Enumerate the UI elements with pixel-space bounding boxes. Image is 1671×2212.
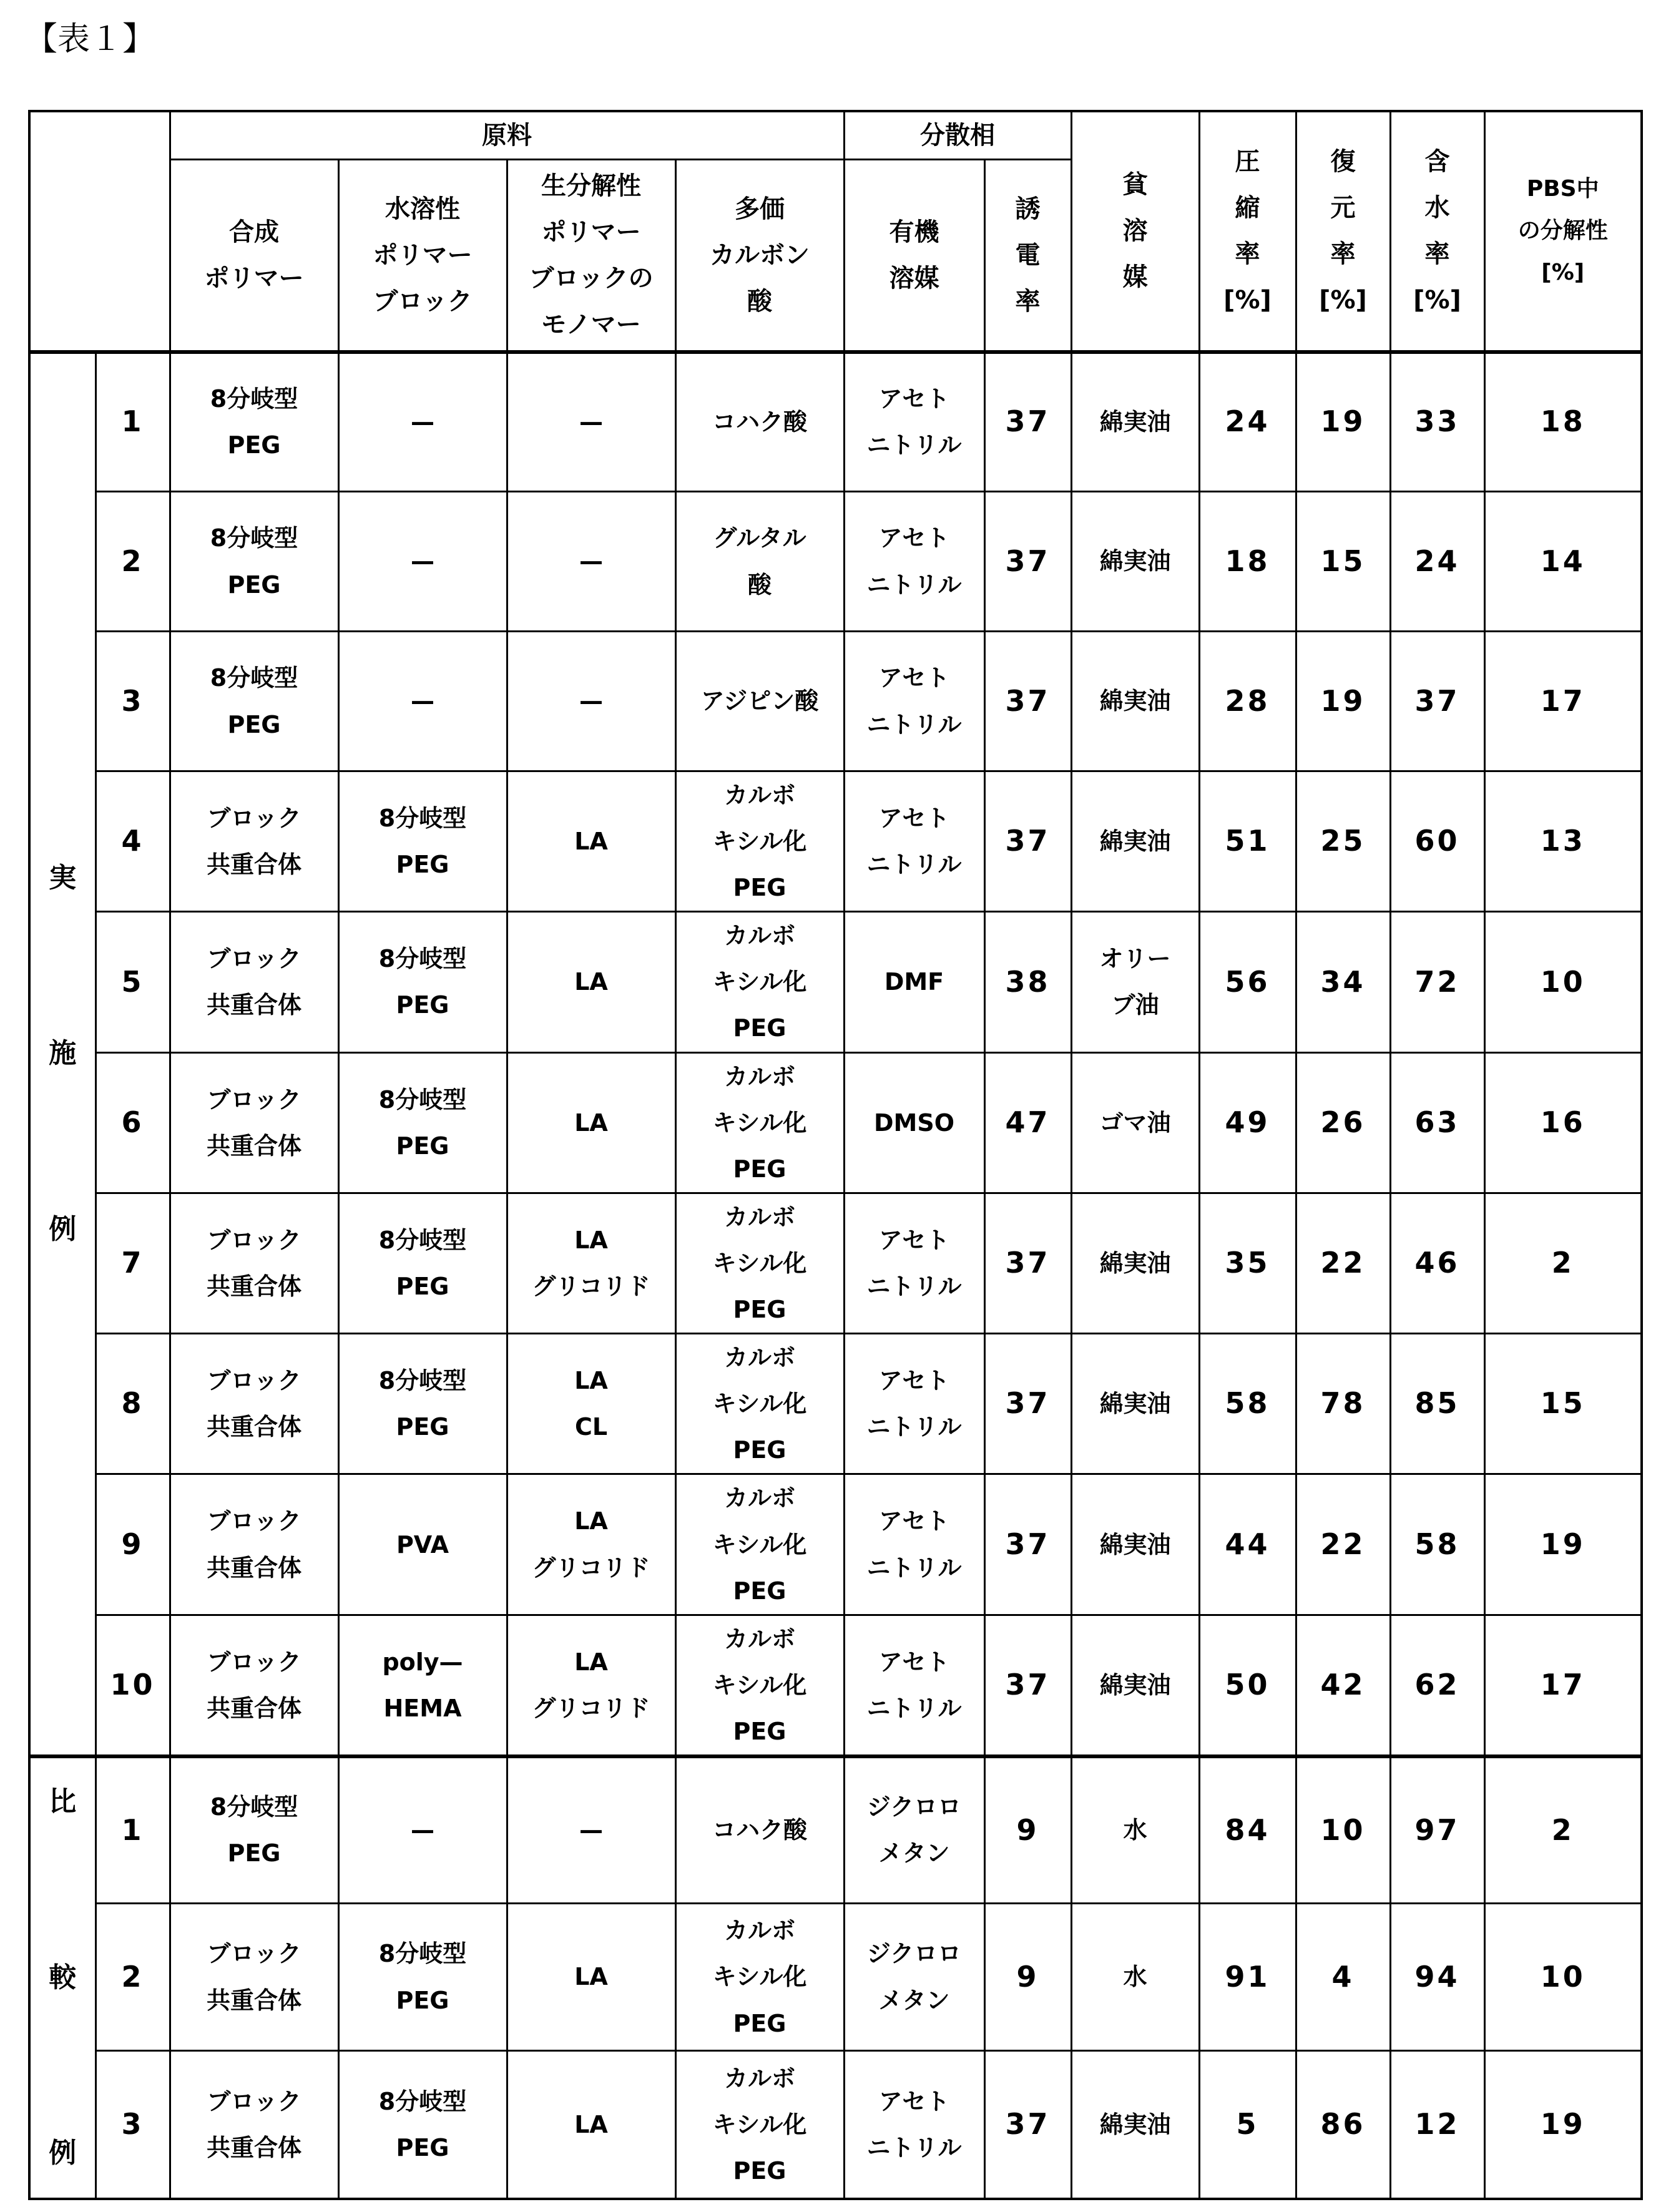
cell-compression-rate: 35 xyxy=(1199,1193,1296,1333)
cell-polycarboxylic-acid: カルボ キシル化 PEG xyxy=(675,2051,844,2199)
cell-example-number: 6 xyxy=(96,1052,170,1193)
cell-water-content: 85 xyxy=(1390,1334,1484,1474)
cell-synthetic-polymer: ブロック 共重合体 xyxy=(170,1474,338,1615)
cell-pbs-degradability: 15 xyxy=(1484,1334,1642,1474)
table-row xyxy=(29,492,1642,632)
cell-water-content: 46 xyxy=(1390,1193,1484,1333)
cell-monomer: LA CL xyxy=(507,1334,675,1474)
cell-synthetic-polymer: ブロック 共重合体 xyxy=(170,1903,338,2051)
cell-monomer: — xyxy=(507,632,675,771)
cell-recovery-rate: 22 xyxy=(1296,1474,1390,1615)
cell-monomer: LA グリコリド xyxy=(507,1474,675,1615)
cell-polycarboxylic-acid: アジピン酸 xyxy=(675,632,844,771)
cell-dielectric-constant: 47 xyxy=(984,1052,1071,1193)
table-row xyxy=(29,1615,1642,1756)
cell-monomer: LA xyxy=(507,1052,675,1193)
cell-synthetic-polymer: ブロック 共重合体 xyxy=(170,1334,338,1474)
cell-polycarboxylic-acid: カルボ キシル化 PEG xyxy=(675,1334,844,1474)
cell-synthetic-polymer: ブロック 共重合体 xyxy=(170,2051,338,2199)
cell-poor-solvent: 綿実油 xyxy=(1071,1615,1199,1756)
table-row xyxy=(29,1052,1642,1193)
header-synthetic-polymer: 合成 ポリマー xyxy=(170,160,338,352)
cell-example-number: 7 xyxy=(96,1193,170,1333)
group-label: 実 施 例 xyxy=(29,352,96,1756)
cell-compression-rate: 58 xyxy=(1199,1334,1296,1474)
cell-pbs-degradability: 10 xyxy=(1484,1903,1642,2051)
cell-monomer: — xyxy=(507,1756,675,1903)
table-row xyxy=(29,1334,1642,1474)
cell-example-number: 5 xyxy=(96,912,170,1052)
cell-water-soluble-block: 8分岐型 PEG xyxy=(338,1903,507,2051)
header-poor-solvent: 貧 溶 媒 xyxy=(1071,111,1199,352)
cell-pbs-degradability: 16 xyxy=(1484,1052,1642,1193)
cell-example-number: 4 xyxy=(96,771,170,912)
cell-water-soluble-block: — xyxy=(338,352,507,492)
header-raw-materials: 原料 xyxy=(170,111,844,160)
cell-compression-rate: 84 xyxy=(1199,1756,1296,1903)
cell-water-soluble-block: PVA xyxy=(338,1474,507,1615)
cell-pbs-degradability: 19 xyxy=(1484,2051,1642,2199)
cell-recovery-rate: 15 xyxy=(1296,492,1390,632)
cell-compression-rate: 50 xyxy=(1199,1615,1296,1756)
cell-compression-rate: 24 xyxy=(1199,352,1296,492)
cell-dielectric-constant: 37 xyxy=(984,1334,1071,1474)
cell-dielectric-constant: 9 xyxy=(984,1903,1071,2051)
cell-organic-solvent: アセト ニトリル xyxy=(844,352,984,492)
cell-poor-solvent: 綿実油 xyxy=(1071,352,1199,492)
cell-monomer: LA グリコリド xyxy=(507,1193,675,1333)
results-table xyxy=(28,110,1643,2200)
cell-recovery-rate: 86 xyxy=(1296,2051,1390,2199)
cell-dielectric-constant: 37 xyxy=(984,2051,1071,2199)
cell-synthetic-polymer: 8分岐型 PEG xyxy=(170,632,338,771)
cell-synthetic-polymer: ブロック 共重合体 xyxy=(170,1615,338,1756)
cell-monomer: LA xyxy=(507,771,675,912)
cell-recovery-rate: 26 xyxy=(1296,1052,1390,1193)
group-label: 比 較 例 xyxy=(29,1756,96,2199)
cell-organic-solvent: DMSO xyxy=(844,1052,984,1193)
table-row xyxy=(29,632,1642,771)
cell-water-content: 60 xyxy=(1390,771,1484,912)
cell-water-soluble-block: 8分岐型 PEG xyxy=(338,912,507,1052)
cell-compression-rate: 56 xyxy=(1199,912,1296,1052)
cell-poor-solvent: 水 xyxy=(1071,1903,1199,2051)
cell-recovery-rate: 25 xyxy=(1296,771,1390,912)
cell-water-soluble-block: 8分岐型 PEG xyxy=(338,1193,507,1333)
cell-water-content: 37 xyxy=(1390,632,1484,771)
cell-water-soluble-block: 8分岐型 PEG xyxy=(338,2051,507,2199)
cell-pbs-degradability: 17 xyxy=(1484,1615,1642,1756)
cell-pbs-degradability: 10 xyxy=(1484,912,1642,1052)
header-recovery-rate: 復 元 率 [%] xyxy=(1296,111,1390,352)
cell-polycarboxylic-acid: カルボ キシル化 PEG xyxy=(675,771,844,912)
cell-compression-rate: 28 xyxy=(1199,632,1296,771)
cell-monomer: LA xyxy=(507,2051,675,2199)
header-water-content: 含 水 率 [%] xyxy=(1390,111,1484,352)
cell-organic-solvent: アセト ニトリル xyxy=(844,1615,984,1756)
cell-synthetic-polymer: ブロック 共重合体 xyxy=(170,771,338,912)
cell-water-soluble-block: poly— HEMA xyxy=(338,1615,507,1756)
cell-water-content: 24 xyxy=(1390,492,1484,632)
cell-organic-solvent: アセト ニトリル xyxy=(844,771,984,912)
table-row xyxy=(29,1193,1642,1333)
cell-synthetic-polymer: 8分岐型 PEG xyxy=(170,352,338,492)
cell-organic-solvent: アセト ニトリル xyxy=(844,492,984,632)
header-polycarboxylic-acid: 多価 カルボン 酸 xyxy=(675,160,844,352)
cell-compression-rate: 91 xyxy=(1199,1903,1296,2051)
cell-pbs-degradability: 13 xyxy=(1484,771,1642,912)
cell-pbs-degradability: 19 xyxy=(1484,1474,1642,1615)
cell-dielectric-constant: 37 xyxy=(984,1474,1071,1615)
cell-poor-solvent: 綿実油 xyxy=(1071,632,1199,771)
cell-organic-solvent: アセト ニトリル xyxy=(844,1193,984,1333)
cell-compression-rate: 51 xyxy=(1199,771,1296,912)
cell-dielectric-constant: 37 xyxy=(984,492,1071,632)
cell-compression-rate: 49 xyxy=(1199,1052,1296,1193)
cell-monomer: — xyxy=(507,492,675,632)
table-row xyxy=(29,352,1642,492)
cell-water-soluble-block: 8分岐型 PEG xyxy=(338,1334,507,1474)
cell-water-content: 94 xyxy=(1390,1903,1484,2051)
cell-pbs-degradability: 2 xyxy=(1484,1756,1642,1903)
cell-poor-solvent: オリー ブ油 xyxy=(1071,912,1199,1052)
cell-polycarboxylic-acid: カルボ キシル化 PEG xyxy=(675,1052,844,1193)
cell-poor-solvent: 綿実油 xyxy=(1071,2051,1199,2199)
cell-recovery-rate: 4 xyxy=(1296,1903,1390,2051)
cell-synthetic-polymer: ブロック 共重合体 xyxy=(170,912,338,1052)
cell-organic-solvent: アセト ニトリル xyxy=(844,632,984,771)
cell-poor-solvent: 綿実油 xyxy=(1071,1334,1199,1474)
cell-pbs-degradability: 2 xyxy=(1484,1193,1642,1333)
cell-monomer: LA グリコリド xyxy=(507,1615,675,1756)
header-organic-solvent: 有機 溶媒 xyxy=(844,160,984,352)
cell-water-soluble-block: — xyxy=(338,1756,507,1903)
cell-pbs-degradability: 14 xyxy=(1484,492,1642,632)
table-row xyxy=(29,2051,1642,2199)
cell-compression-rate: 44 xyxy=(1199,1474,1296,1615)
cell-dielectric-constant: 37 xyxy=(984,1615,1071,1756)
cell-recovery-rate: 10 xyxy=(1296,1756,1390,1903)
cell-water-content: 63 xyxy=(1390,1052,1484,1193)
cell-example-number: 2 xyxy=(96,1903,170,2051)
header-water-soluble-block: 水溶性 ポリマー ブロック xyxy=(338,160,507,352)
cell-synthetic-polymer: ブロック 共重合体 xyxy=(170,1193,338,1333)
cell-monomer: LA xyxy=(507,912,675,1052)
cell-water-content: 33 xyxy=(1390,352,1484,492)
cell-pbs-degradability: 17 xyxy=(1484,632,1642,771)
cell-recovery-rate: 22 xyxy=(1296,1193,1390,1333)
cell-organic-solvent: アセト ニトリル xyxy=(844,1334,984,1474)
cell-organic-solvent: アセト ニトリル xyxy=(844,1474,984,1615)
cell-dielectric-constant: 37 xyxy=(984,352,1071,492)
header-compression-rate: 圧 縮 率 [%] xyxy=(1199,111,1296,352)
cell-water-soluble-block: — xyxy=(338,492,507,632)
cell-recovery-rate: 42 xyxy=(1296,1615,1390,1756)
table-row xyxy=(29,1903,1642,2051)
cell-polycarboxylic-acid: カルボ キシル化 PEG xyxy=(675,912,844,1052)
table-body xyxy=(29,352,1642,2199)
cell-synthetic-polymer: 8分岐型 PEG xyxy=(170,1756,338,1903)
cell-organic-solvent: ジクロロ メタン xyxy=(844,1756,984,1903)
cell-poor-solvent: ゴマ油 xyxy=(1071,1052,1199,1193)
cell-water-content: 58 xyxy=(1390,1474,1484,1615)
cell-water-soluble-block: 8分岐型 PEG xyxy=(338,1052,507,1193)
cell-dielectric-constant: 37 xyxy=(984,771,1071,912)
cell-pbs-degradability: 18 xyxy=(1484,352,1642,492)
cell-polycarboxylic-acid: カルボ キシル化 PEG xyxy=(675,1193,844,1333)
cell-dielectric-constant: 9 xyxy=(984,1756,1071,1903)
cell-organic-solvent: DMF xyxy=(844,912,984,1052)
cell-poor-solvent: 水 xyxy=(1071,1756,1199,1903)
table-row xyxy=(29,771,1642,912)
cell-example-number: 10 xyxy=(96,1615,170,1756)
cell-example-number: 2 xyxy=(96,492,170,632)
cell-dielectric-constant: 37 xyxy=(984,1193,1071,1333)
cell-water-content: 12 xyxy=(1390,2051,1484,2199)
cell-recovery-rate: 78 xyxy=(1296,1334,1390,1474)
cell-organic-solvent: アセト ニトリル xyxy=(844,2051,984,2199)
cell-dielectric-constant: 38 xyxy=(984,912,1071,1052)
cell-poor-solvent: 綿実油 xyxy=(1071,1474,1199,1615)
table-row xyxy=(29,912,1642,1052)
table-row xyxy=(29,1756,1642,1903)
cell-recovery-rate: 19 xyxy=(1296,352,1390,492)
cell-polycarboxylic-acid: グルタル 酸 xyxy=(675,492,844,632)
cell-water-content: 97 xyxy=(1390,1756,1484,1903)
corner-cell xyxy=(29,111,170,352)
cell-recovery-rate: 34 xyxy=(1296,912,1390,1052)
cell-compression-rate: 18 xyxy=(1199,492,1296,632)
header-dispersed-phase: 分散相 xyxy=(844,111,1071,160)
cell-organic-solvent: ジクロロ メタン xyxy=(844,1903,984,2051)
cell-monomer: LA xyxy=(507,1903,675,2051)
cell-water-content: 62 xyxy=(1390,1615,1484,1756)
cell-water-soluble-block: 8分岐型 PEG xyxy=(338,771,507,912)
cell-poor-solvent: 綿実油 xyxy=(1071,771,1199,912)
cell-polycarboxylic-acid: コハク酸 xyxy=(675,1756,844,1903)
cell-polycarboxylic-acid: カルボ キシル化 PEG xyxy=(675,1474,844,1615)
table-title: 【表１】 xyxy=(25,12,155,59)
cell-example-number: 8 xyxy=(96,1334,170,1474)
cell-water-soluble-block: — xyxy=(338,632,507,771)
cell-polycarboxylic-acid: カルボ キシル化 PEG xyxy=(675,1903,844,2051)
cell-synthetic-polymer: 8分岐型 PEG xyxy=(170,492,338,632)
cell-example-number: 1 xyxy=(96,1756,170,1903)
cell-dielectric-constant: 37 xyxy=(984,632,1071,771)
cell-example-number: 3 xyxy=(96,632,170,771)
cell-compression-rate: 5 xyxy=(1199,2051,1296,2199)
cell-synthetic-polymer: ブロック 共重合体 xyxy=(170,1052,338,1193)
cell-poor-solvent: 綿実油 xyxy=(1071,492,1199,632)
cell-recovery-rate: 19 xyxy=(1296,632,1390,771)
cell-monomer: — xyxy=(507,352,675,492)
cell-example-number: 3 xyxy=(96,2051,170,2199)
header-biodegradable-monomer: 生分解性 ポリマー ブロックの モノマー xyxy=(507,160,675,352)
cell-example-number: 1 xyxy=(96,352,170,492)
cell-polycarboxylic-acid: カルボ キシル化 PEG xyxy=(675,1615,844,1756)
header-dielectric-constant: 誘 電 率 xyxy=(984,160,1071,352)
header-pbs-degradability: PBS中 の分解性 [%] xyxy=(1484,111,1642,352)
table-row xyxy=(29,1474,1642,1615)
cell-example-number: 9 xyxy=(96,1474,170,1615)
cell-poor-solvent: 綿実油 xyxy=(1071,1193,1199,1333)
cell-polycarboxylic-acid: コハク酸 xyxy=(675,352,844,492)
cell-water-content: 72 xyxy=(1390,912,1484,1052)
